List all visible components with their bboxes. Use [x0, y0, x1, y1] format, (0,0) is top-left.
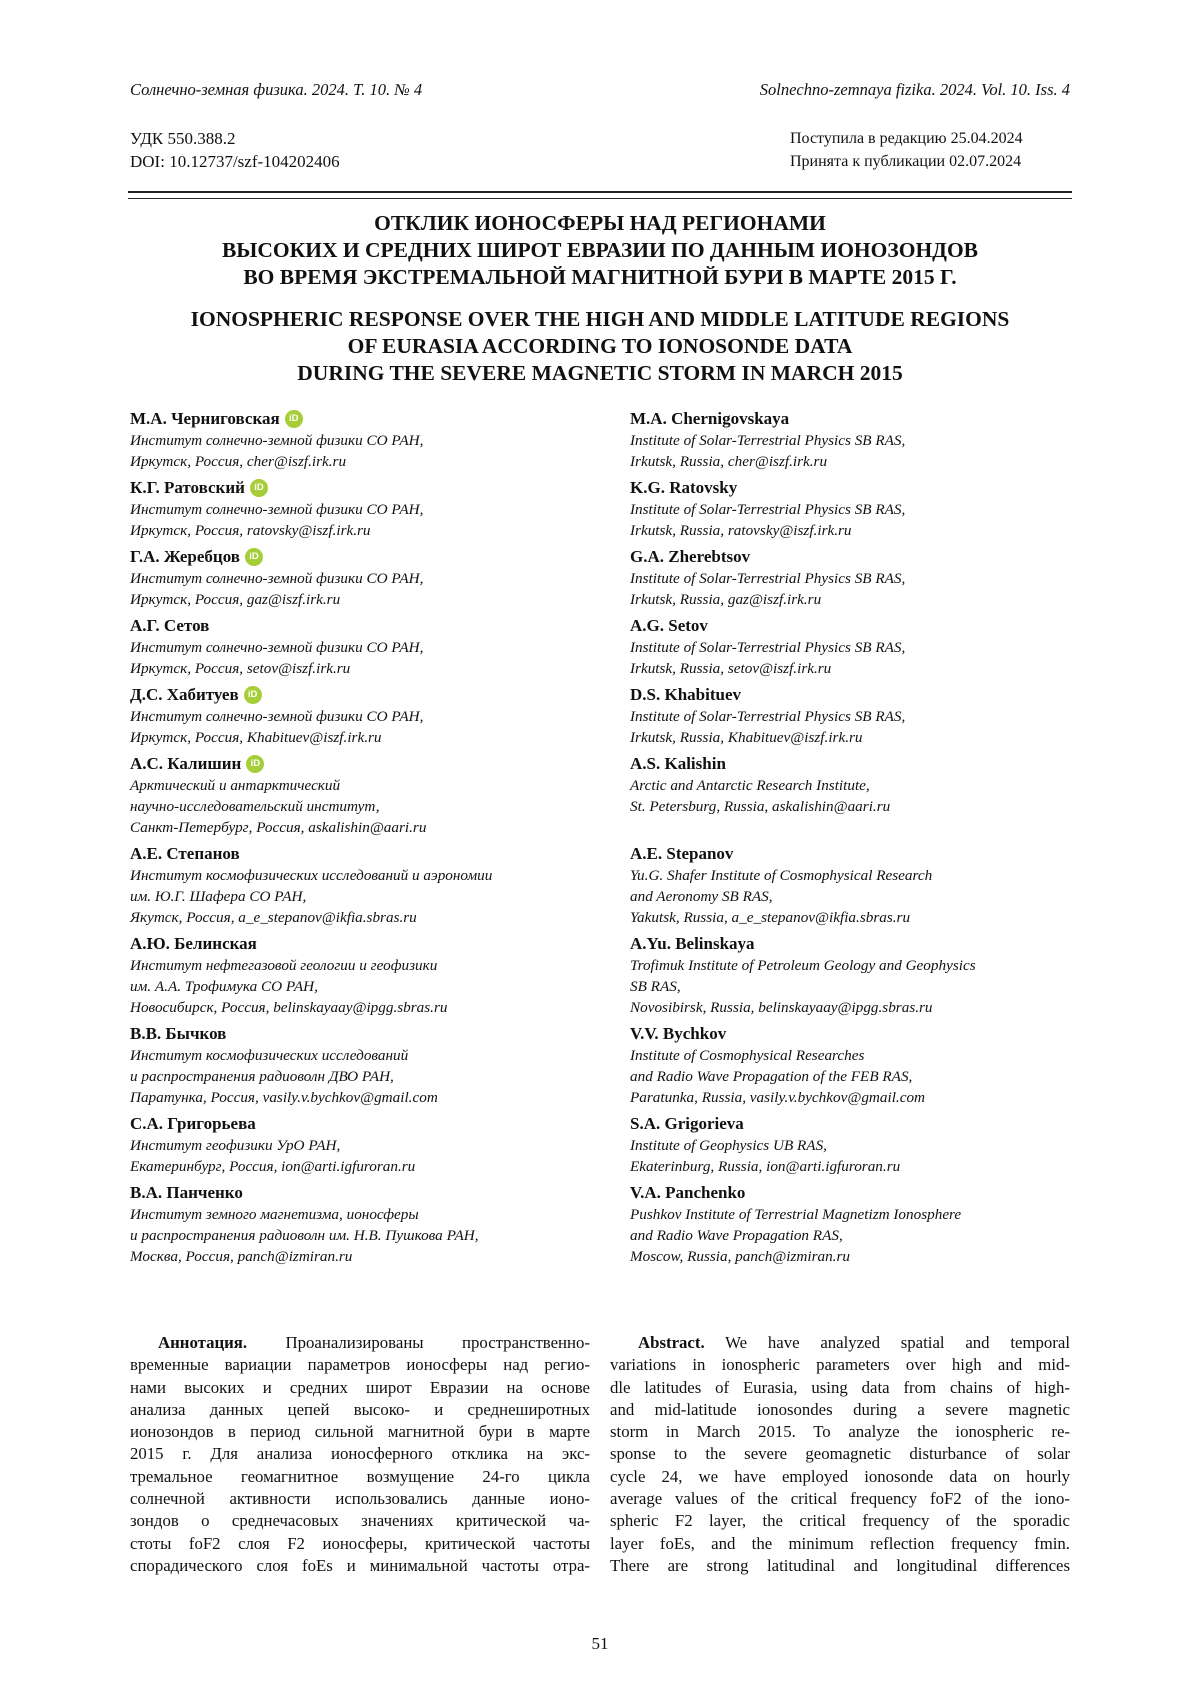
author-row	[130, 933, 1070, 1018]
accepted-date: Принята к публикации 02.07.2024	[790, 153, 1022, 170]
article-dates	[790, 127, 1070, 173]
abstract-ru-line: временные вариации параметров ионосферы над регио-	[130, 1355, 590, 1375]
affiliation-line: Институт солнечно-земной физики СО РАН,	[130, 639, 424, 656]
author-row	[130, 1182, 1070, 1267]
author-name-ru	[130, 1113, 585, 1135]
abstract-en-line: sponse to the severe geomagnetic disturbance of solar	[610, 1444, 1070, 1464]
affiliation-en	[630, 499, 1070, 541]
affiliation-line: Moscow, Russia, panch@izmiran.ru	[630, 1248, 850, 1265]
author-name-en: K.G. Ratovsky	[630, 478, 738, 497]
author-name-en: G.A. Zherebtsov	[630, 547, 751, 566]
affiliation-line: Институт солнечно-земной физики СО РАН,	[130, 570, 424, 587]
orcid-icon[interactable]: iD	[244, 686, 262, 704]
author-ru	[130, 546, 585, 610]
author-name-ru	[130, 843, 585, 865]
affiliation-en	[630, 430, 1070, 472]
udk-code: УДК 550.388.2	[130, 129, 236, 148]
affiliation-en	[630, 637, 1070, 679]
author-ru	[130, 1182, 585, 1267]
affiliation-en	[630, 865, 1070, 928]
affiliation-line: Санкт-Петербург, Россия, askalishin@aari.ru	[130, 819, 427, 836]
running-header-en: Solnechno-zemnaya fizika. 2024. Vol. 10. Iss. 4	[759, 80, 1070, 99]
abstract-ru-line: анализа данных цепей высоко- и среднеширотных	[130, 1399, 590, 1419]
affiliation-line: Якутск, Россия, a_e_stepanov@ikfia.sbras.ru	[130, 909, 417, 926]
affiliation-line: Institute of Solar-Terrestrial Physics SB RAS,	[630, 639, 906, 656]
affiliation-line: Irkutsk, Russia, ratovsky@iszf.irk.ru	[630, 522, 852, 539]
affiliation-en	[630, 1204, 1070, 1267]
author-name-ru	[130, 615, 585, 637]
author-name-text: Г.А. Жеребцов	[130, 547, 240, 566]
abstract-en-label: Abstract.	[638, 1333, 705, 1352]
title-ru-line: ВО ВРЕМЯ ЭКСТРЕМАЛЬНОЙ МАГНИТНОЙ БУРИ В МАРТЕ 2015 Г.	[243, 265, 957, 289]
affiliation-line: Новосибирск, Россия, belinskayaay@ipgg.sbras.ru	[130, 999, 448, 1016]
affiliation-en	[630, 955, 1070, 1018]
title-ru-line: ОТКЛИК ИОНОСФЕРЫ НАД РЕГИОНАМИ	[374, 211, 826, 235]
affiliation-line: Yakutsk, Russia, a_e_stepanov@ikfia.sbras.ru	[630, 909, 911, 926]
affiliation-line: Trofimuk Institute of Petroleum Geology and Geophysics	[630, 957, 976, 974]
orcid-icon[interactable]: iD	[285, 410, 303, 428]
author-name-ru	[130, 1023, 585, 1045]
doi-link[interactable]: DOI: 10.12737/szf-104202406	[130, 152, 340, 171]
abstract-ru-line: спорадического слоя foEs и минимальной частоты отра-	[130, 1555, 590, 1575]
abstract-english	[610, 1332, 1070, 1577]
abstract-en-line: There are strong latitudinal and longitudinal differences	[610, 1555, 1070, 1575]
abstract-en-line: storm in March 2015. To analyze the ionospheric re-	[610, 1422, 1070, 1442]
title-en-line: DURING THE SEVERE MAGNETIC STORM IN MARCH 2015	[297, 361, 903, 385]
author-name-en: A.S. Kalishin	[630, 754, 726, 773]
author-row	[130, 615, 1070, 679]
author-row	[130, 1023, 1070, 1108]
author-name-en: A.G. Setov	[630, 616, 708, 635]
affiliation-line: Irkutsk, Russia, Khabituev@iszf.irk.ru	[630, 729, 863, 746]
author-name-en: D.S. Khabituev	[630, 685, 741, 704]
affiliation-ru	[130, 1045, 585, 1108]
affiliation-line: Институт земного магнетизма, ионосферы	[130, 1206, 419, 1223]
author-name-en: A.E. Stepanov	[630, 844, 734, 863]
affiliation-line: Institute of Geophysics UB RAS,	[630, 1137, 827, 1154]
author-ru	[130, 477, 585, 541]
affiliation-line: Институт нефтегазовой геологии и геофизики	[130, 957, 438, 974]
affiliation-ru	[130, 865, 585, 928]
author-name-text: А.С. Калишин	[130, 754, 242, 773]
abstract-en-line: layer foEs, and the minimum reflection frequency fmin.	[610, 1533, 1070, 1553]
author-name-text: К.Г. Ратовский	[130, 478, 245, 497]
author-name-ru	[130, 933, 585, 955]
affiliation-ru	[130, 1135, 585, 1177]
author-row	[130, 1113, 1070, 1177]
abstract-ru-line: тремальное геомагнитное возмущение 24-го цикла	[130, 1466, 590, 1486]
author-row	[130, 753, 1070, 838]
affiliation-line: им. Ю.Г. Шафера СО РАН,	[130, 888, 307, 905]
author-name-ru	[130, 684, 585, 706]
abstract-en-line: dle latitudes of Eurasia, using data from chains of high-	[610, 1377, 1070, 1397]
author-en	[630, 843, 1070, 928]
affiliation-en	[630, 775, 1070, 817]
abstract-ru-line: зондов о среднечасовых значениях критической ча-	[130, 1511, 590, 1531]
author-name-ru	[130, 753, 585, 775]
author-name-ru	[130, 1182, 585, 1204]
author-ru	[130, 843, 585, 928]
title-en-line: IONOSPHERIC RESPONSE OVER THE HIGH AND MIDDLE LATITUDE REGIONS	[190, 307, 1010, 331]
author-name-ru	[130, 546, 585, 568]
author-name-text: М.А. Черниговская	[130, 409, 280, 428]
affiliation-en	[630, 706, 1070, 748]
abstract-ru-line: нами высоких и средних широт Евразии на основе	[130, 1377, 590, 1397]
affiliation-line: Институт геофизики УрО РАН,	[130, 1137, 341, 1154]
affiliation-line: Институт космофизических исследований и аэрономии	[130, 867, 493, 884]
affiliation-line: Institute of Solar-Terrestrial Physics SB RAS,	[630, 570, 906, 587]
affiliation-en	[630, 1045, 1070, 1108]
author-en	[630, 1113, 1070, 1177]
affiliation-line: and Radio Wave Propagation RAS,	[630, 1227, 843, 1244]
author-en	[630, 1182, 1070, 1267]
affiliation-line: and Aeronomy SB RAS,	[630, 888, 773, 905]
affiliation-line: и распространения радиоволн ДВО РАН,	[130, 1068, 394, 1085]
abstract-ru-line: 2015 г. Для анализа ионосферного отклика на экс-	[130, 1444, 590, 1464]
author-row	[130, 684, 1070, 748]
orcid-icon[interactable]: iD	[246, 755, 264, 773]
abstract-section	[130, 1332, 1070, 1577]
author-name-en: V.V. Bychkov	[630, 1024, 727, 1043]
affiliation-line: Иркутск, Россия, cher@iszf.irk.ru	[130, 453, 347, 470]
author-en	[630, 753, 1070, 838]
article-titles	[100, 210, 1100, 387]
received-date: Поступила в редакцию 25.04.2024	[790, 130, 1023, 147]
affiliation-line: и распространения радиоволн им. Н.В. Пушкова РАН,	[130, 1227, 479, 1244]
affiliation-line: Institute of Solar-Terrestrial Physics SB RAS,	[630, 501, 906, 518]
abstract-ru-line: ионозондов в период сильной магнитной бури в марте	[130, 1422, 590, 1442]
author-name-text: А.Ю. Белинская	[130, 934, 257, 953]
author-ru	[130, 753, 585, 838]
author-ru	[130, 615, 585, 679]
affiliation-ru	[130, 706, 585, 748]
affiliation-line: научно-исследовательский институт,	[130, 798, 380, 815]
title-english	[100, 306, 1100, 387]
author-name-text: В.В. Бычков	[130, 1024, 227, 1043]
author-row	[130, 546, 1070, 610]
author-row	[130, 843, 1070, 928]
author-name-en: M.A. Chernigovskaya	[630, 409, 790, 428]
affiliation-line: Irkutsk, Russia, setov@iszf.irk.ru	[630, 660, 832, 677]
affiliation-en	[630, 568, 1070, 610]
author-name-text: В.А. Панченко	[130, 1183, 243, 1202]
abstract-en-line: spheric F2 layer, the critical frequency of the sporadic	[610, 1511, 1070, 1531]
affiliation-ru	[130, 955, 585, 1018]
affiliation-line: Novosibirsk, Russia, belinskayaay@ipgg.sbras.ru	[630, 999, 933, 1016]
abstract-ru-label: Аннотация.	[158, 1333, 248, 1352]
affiliation-ru	[130, 430, 585, 472]
abstract-en-line: cycle 24, we have employed ionosonde data on hourly	[610, 1466, 1070, 1486]
author-ru	[130, 684, 585, 748]
affiliation-line: Екатеринбург, Россия, ion@arti.igfuroran.ru	[130, 1158, 416, 1175]
affiliation-ru	[130, 568, 585, 610]
author-name-text: А.Г. Сетов	[130, 616, 210, 635]
affiliation-line: Ekaterinburg, Russia, ion@arti.igfuroran.ru	[630, 1158, 901, 1175]
abstract-ru-line: солнечной активности использовались данные ионо-	[130, 1489, 590, 1509]
author-ru	[130, 933, 585, 1018]
author-name-en: V.A. Panchenko	[630, 1183, 746, 1202]
abstract-ru-line: Аннотация. Проанализированы пространственно-	[158, 1333, 590, 1352]
author-row	[130, 408, 1070, 472]
header-divider	[128, 191, 1072, 199]
affiliation-line: Институт солнечно-земной физики СО РАН,	[130, 432, 424, 449]
orcid-icon[interactable]: iD	[250, 479, 268, 497]
author-ru	[130, 408, 585, 472]
article-identifiers	[130, 127, 340, 173]
abstract-en-line: variations in ionospheric parameters over high and mid-	[610, 1355, 1070, 1375]
affiliation-line: Irkutsk, Russia, cher@iszf.irk.ru	[630, 453, 828, 470]
orcid-icon[interactable]: iD	[245, 548, 263, 566]
abstract-russian	[130, 1332, 590, 1577]
abstract-en-line: Abstract. We have analyzed spatial and temporal	[638, 1333, 1070, 1352]
title-russian	[100, 210, 1100, 291]
affiliation-en	[630, 1135, 1070, 1177]
affiliation-line: Иркутск, Россия, gaz@iszf.irk.ru	[130, 591, 341, 608]
affiliation-line: St. Petersburg, Russia, askalishin@aari.ru	[630, 798, 891, 815]
author-en	[630, 408, 1070, 472]
author-name-ru	[130, 477, 585, 499]
author-en	[630, 1023, 1070, 1108]
affiliation-line: Москва, Россия, panch@izmiran.ru	[130, 1248, 353, 1265]
affiliation-line: Иркутск, Россия, setov@iszf.irk.ru	[130, 660, 351, 677]
author-en	[630, 546, 1070, 610]
title-ru-line: ВЫСОКИХ И СРЕДНИХ ШИРОТ ЕВРАЗИИ ПО ДАННЫМ ИОНОЗОНДОВ	[221, 238, 979, 262]
title-en-line: OF EURASIA ACCORDING TO IONOSONDE DATA	[347, 334, 853, 358]
author-name-text: Д.С. Хабитуев	[130, 685, 239, 704]
affiliation-line: Institute of Solar-Terrestrial Physics SB RAS,	[630, 432, 906, 449]
affiliation-ru	[130, 1204, 585, 1267]
author-name-text: С.А. Григорьева	[130, 1114, 256, 1133]
author-name-en: A.Yu. Belinskaya	[630, 934, 755, 953]
affiliation-line: SB RAS,	[630, 978, 681, 995]
author-name-text: А.Е. Степанов	[130, 844, 240, 863]
author-row	[130, 477, 1070, 541]
author-ru	[130, 1113, 585, 1177]
affiliation-line: Арктический и антарктический	[130, 777, 341, 794]
affiliation-line: Paratunka, Russia, vasily.v.bychkov@gmail.com	[630, 1089, 926, 1106]
affiliation-line: Irkutsk, Russia, gaz@iszf.irk.ru	[630, 591, 822, 608]
affiliation-line: Pushkov Institute of Terrestrial Magnetizm Ionosphere	[630, 1206, 962, 1223]
author-name-ru	[130, 408, 585, 430]
author-name-en: S.A. Grigorieva	[630, 1114, 744, 1133]
affiliation-line: Паратунка, Россия, vasily.v.bychkov@gmail.com	[130, 1089, 438, 1106]
affiliation-ru	[130, 499, 585, 541]
abstract-ru-line: стоты foF2 слоя F2 ионосферы, критической частоты	[130, 1533, 590, 1553]
page-number: 51	[591, 1634, 609, 1653]
affiliation-line: Иркутск, Россия, Khabituev@iszf.irk.ru	[130, 729, 382, 746]
author-en	[630, 933, 1070, 1018]
affiliation-ru	[130, 637, 585, 679]
affiliation-line: Arctic and Antarctic Research Institute,	[630, 777, 870, 794]
affiliation-ru	[130, 775, 585, 838]
affiliation-line: and Radio Wave Propagation of the FEB RAS,	[630, 1068, 913, 1085]
affiliation-line: Yu.G. Shafer Institute of Cosmophysical Research	[630, 867, 933, 884]
affiliation-line: Institute of Solar-Terrestrial Physics SB RAS,	[630, 708, 906, 725]
affiliation-line: им. А.А. Трофимука СО РАН,	[130, 978, 318, 995]
abstract-en-line: and mid-latitude ionosondes during a severe magnetic	[610, 1399, 1070, 1419]
author-en	[630, 477, 1070, 541]
author-en	[630, 684, 1070, 748]
affiliation-line: Институт космофизических исследований	[130, 1047, 409, 1064]
affiliation-line: Иркутск, Россия, ratovsky@iszf.irk.ru	[130, 522, 371, 539]
author-en	[630, 615, 1070, 679]
affiliation-line: Институт солнечно-земной физики СО РАН,	[130, 708, 424, 725]
running-header-ru: Солнечно-земная физика. 2024. Т. 10. № 4	[130, 80, 423, 99]
author-list	[130, 408, 1070, 1272]
affiliation-line: Institute of Cosmophysical Researches	[630, 1047, 865, 1064]
affiliation-line: Институт солнечно-земной физики СО РАН,	[130, 501, 424, 518]
abstract-en-line: average values of the critical frequency foF2 of the iono-	[610, 1489, 1070, 1509]
author-ru	[130, 1023, 585, 1108]
